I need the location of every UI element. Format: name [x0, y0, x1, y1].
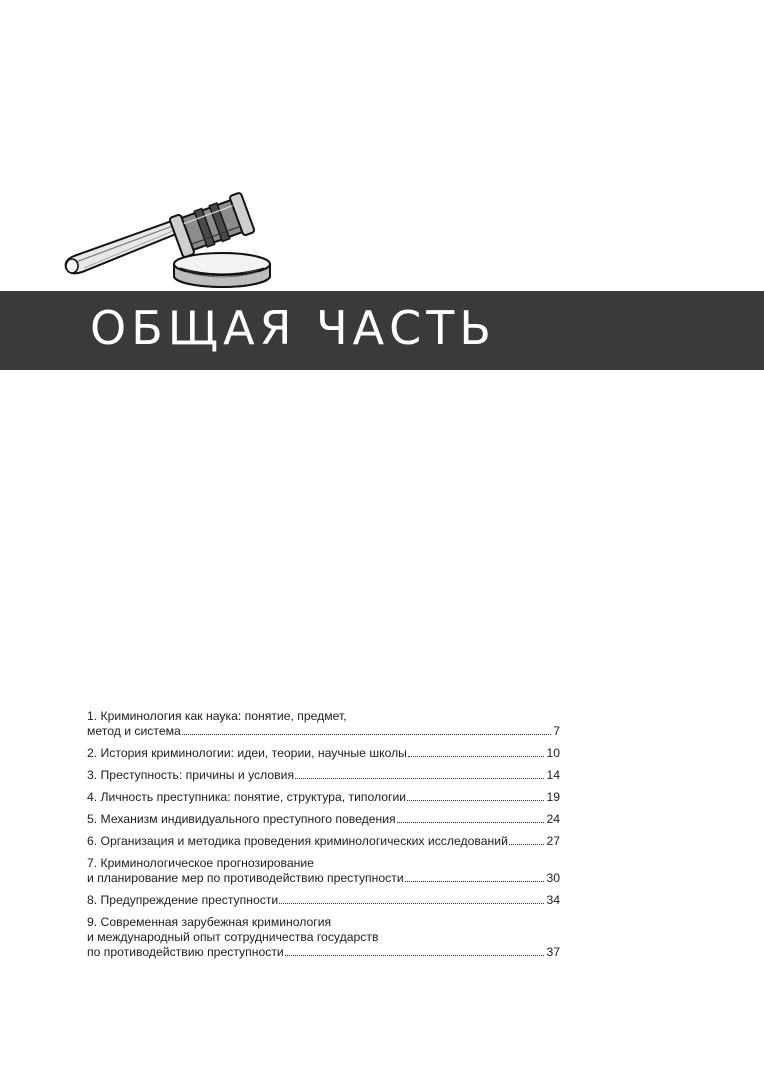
toc-entry[interactable]: [87, 709, 560, 739]
toc-entry[interactable]: [87, 893, 560, 908]
toc-page-number: 34: [546, 893, 560, 907]
toc-entry-title: 6. Организация и методика проведения криминологических исследований: [87, 834, 508, 848]
dot-leader: [285, 955, 545, 956]
toc-entry[interactable]: [87, 768, 560, 783]
toc-page-number: 14: [546, 768, 560, 782]
toc-entry-title: 3. Преступность: причины и условия: [87, 768, 295, 782]
toc-entry-line: [87, 812, 560, 827]
dot-leader: [407, 800, 544, 801]
dot-leader: [509, 844, 545, 845]
dot-leader: [182, 734, 551, 735]
toc-entry-title: и планирование мер по противодействию преступности: [87, 871, 404, 885]
toc-entry-line: [87, 871, 560, 886]
toc-entry[interactable]: [87, 856, 560, 886]
dot-leader: [279, 903, 544, 904]
gavel-illustration: [62, 180, 292, 290]
table-of-contents: [87, 709, 560, 967]
toc-page-number: 30: [546, 871, 560, 885]
toc-entry-title: 2. История криминологии: идеи, теории, научные школы: [87, 746, 407, 760]
toc-entry-title: по противодействию преступности: [87, 945, 284, 959]
toc-entry-line: [87, 893, 560, 908]
toc-entry[interactable]: [87, 790, 560, 805]
toc-page-number: 27: [546, 834, 560, 848]
toc-entry-title: 4. Личность преступника: понятие, структура, типологии: [87, 790, 407, 804]
dot-leader: [295, 778, 544, 779]
toc-entry-title: метод и система: [87, 724, 181, 738]
toc-entry-line: [87, 768, 560, 783]
toc-entry[interactable]: [87, 915, 560, 960]
dot-leader: [408, 756, 544, 757]
toc-entry-title: 5. Механизм индивидуального преступного поведения: [87, 812, 396, 826]
toc-entry[interactable]: [87, 746, 560, 761]
toc-entry-title-line: 1. Криминология как наука: понятие, предмет,: [87, 709, 347, 723]
toc-entry-title-line: 9. Современная зарубежная криминология: [87, 915, 332, 929]
toc-entry-line: [87, 746, 560, 761]
toc-entry-line: [87, 834, 560, 849]
toc-page-number: 24: [546, 812, 560, 826]
dot-leader: [397, 822, 545, 823]
toc-entry-title: 8. Предупреждение преступности: [87, 893, 279, 907]
toc-entry-line: [87, 790, 560, 805]
toc-entry[interactable]: [87, 834, 560, 849]
toc-entry-title-line: 7. Криминологическое прогнозирование: [87, 856, 314, 870]
toc-entry-line: [87, 945, 560, 960]
toc-page-number: 19: [546, 790, 560, 804]
toc-entry[interactable]: [87, 812, 560, 827]
dot-leader: [405, 881, 545, 882]
toc-entry-title-line: и международный опыт сотрудничества государств: [87, 930, 379, 944]
toc-page-number: 37: [546, 945, 560, 959]
toc-entry-line: [87, 724, 560, 739]
section-banner: [0, 291, 764, 370]
toc-page-number: 10: [546, 746, 560, 760]
section-title: ОБЩАЯ ЧАСТЬ: [90, 301, 496, 355]
toc-page-number: 7: [553, 724, 560, 738]
